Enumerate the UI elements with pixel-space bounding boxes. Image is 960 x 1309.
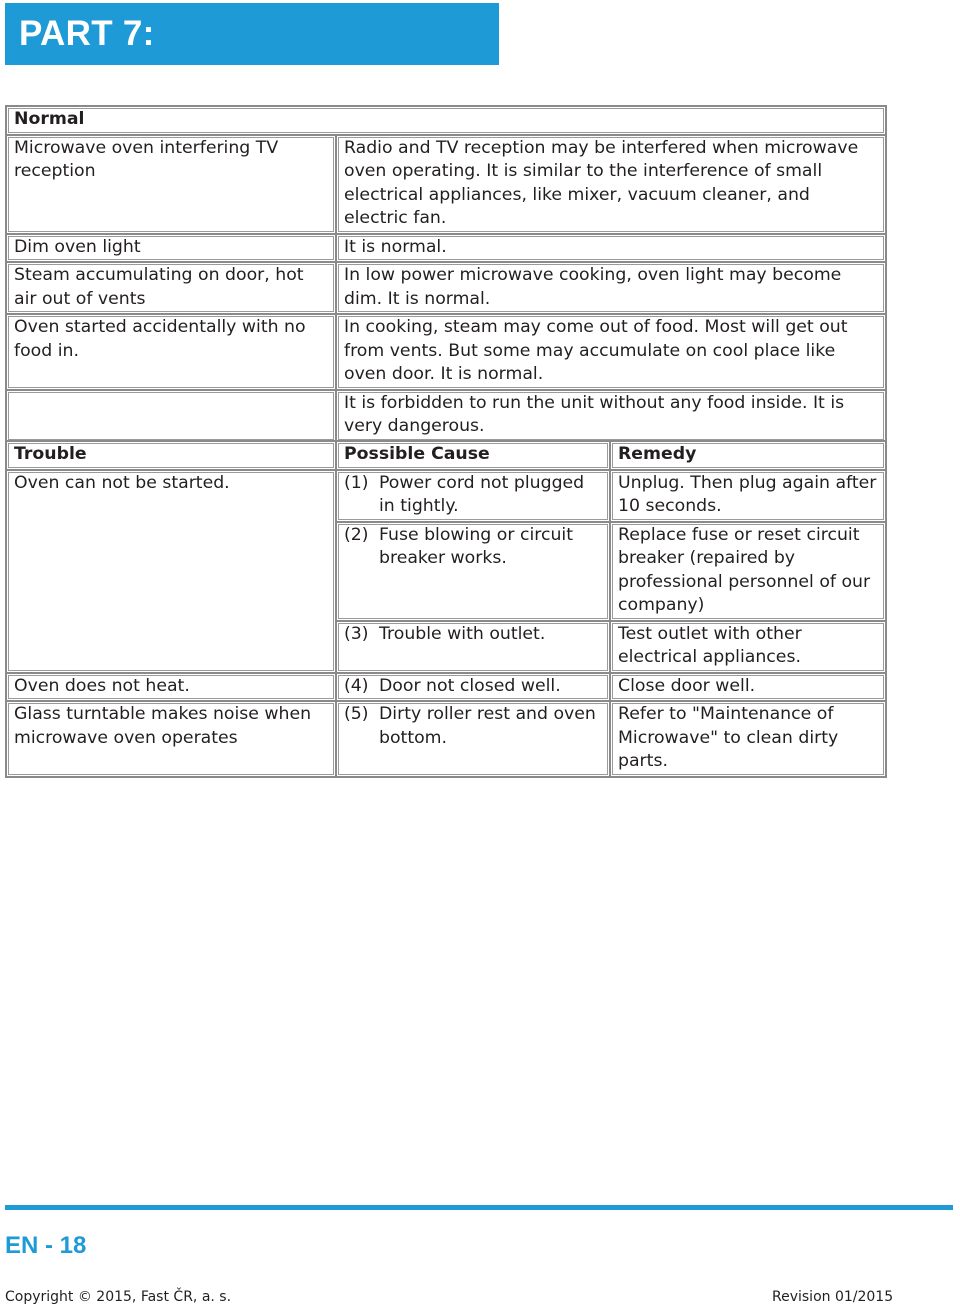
trouble-cell: Glass turntable makes noise when microwave oven operates — [6, 701, 336, 777]
trouble-cell: Oven can not be started. — [6, 470, 336, 673]
cause-text: Power cord not plugged in tightly. — [379, 472, 585, 516]
cause-number: (1) — [344, 472, 369, 493]
remedy-cell: Refer to "Maintenance of Microwave" to clean dirty parts. — [610, 701, 886, 777]
remedy-cell: Close door well. — [610, 673, 886, 702]
normal-row — [6, 234, 886, 263]
normal-explanation: In cooking, steam may come out of food. Most will get out from vents. But some may accumulate on cool place like oven door. It is normal. — [336, 314, 886, 390]
normal-heading-row — [6, 106, 886, 135]
cause-text: Door not closed well. — [379, 675, 561, 696]
normal-symptom: Oven started accidentally with no food in. — [6, 314, 336, 390]
cause-number: (4) — [344, 675, 369, 696]
copyright-notice: Copyright © 2015, Fast ČR, a. s. — [5, 1289, 232, 1305]
cause-cell — [336, 701, 610, 777]
cause-text: Trouble with outlet. — [379, 623, 546, 644]
trouble-cell: Oven does not heat. — [6, 673, 336, 702]
trouble-row — [6, 673, 886, 702]
normal-symptom: Dim oven light — [6, 234, 336, 263]
cause-number: (3) — [344, 623, 369, 644]
remedy-cell: Test outlet with other electrical appliances. — [610, 621, 886, 673]
section-title: PART 7: TROUBLESHOOTING — [19, 14, 380, 115]
trouble-row — [6, 470, 886, 522]
cause-column-header: Possible Cause — [336, 441, 610, 470]
cause-number: (2) — [344, 524, 369, 545]
cause-text: Fuse blowing or circuit breaker works. — [379, 524, 573, 568]
cause-cell — [336, 470, 610, 522]
remedy-column-header: Remedy — [610, 441, 886, 470]
normal-symptom: Microwave oven interfering TV reception — [6, 135, 336, 234]
normal-behavior-table — [5, 105, 887, 443]
cause-cell — [336, 621, 610, 673]
normal-row — [6, 314, 886, 390]
trouble-row — [6, 701, 886, 777]
trouble-column-header: Trouble — [6, 441, 336, 470]
page-number: EN - 18 — [5, 1232, 87, 1259]
cause-text: Dirty roller rest and oven bottom. — [379, 704, 596, 748]
normal-explanation: Radio and TV reception may be interfered when microwave oven operating. It is similar to the interference of small electrical appliances, like mixer, vacuum cleaner, and electric fan. — [336, 135, 886, 234]
trouble-header-row — [6, 441, 886, 470]
normal-heading: Normal — [6, 106, 886, 135]
normal-explanation: It is forbidden to run the unit without any food inside. It is very dangerous. — [336, 390, 886, 442]
normal-row — [6, 262, 886, 314]
cause-cell — [336, 522, 610, 621]
cause-cell — [336, 673, 610, 702]
revision-label: Revision 01/2015 — [772, 1289, 894, 1305]
remedy-cell: Unplug. Then plug again after 10 seconds. — [610, 470, 886, 522]
normal-symptom — [6, 390, 336, 442]
troubleshooting-table — [5, 440, 887, 778]
normal-row — [6, 135, 886, 234]
footer-divider — [5, 1205, 953, 1210]
normal-explanation: It is normal. — [336, 234, 886, 263]
remedy-cell: Replace fuse or reset circuit breaker (repaired by professional personnel of our company) — [610, 522, 886, 621]
normal-explanation: In low power microwave cooking, oven light may become dim. It is normal. — [336, 262, 886, 314]
cause-number: (5) — [344, 704, 369, 724]
normal-symptom: Steam accumulating on door, hot air out of vents — [6, 262, 336, 314]
section-title-banner — [5, 3, 499, 115]
normal-row — [6, 390, 886, 442]
